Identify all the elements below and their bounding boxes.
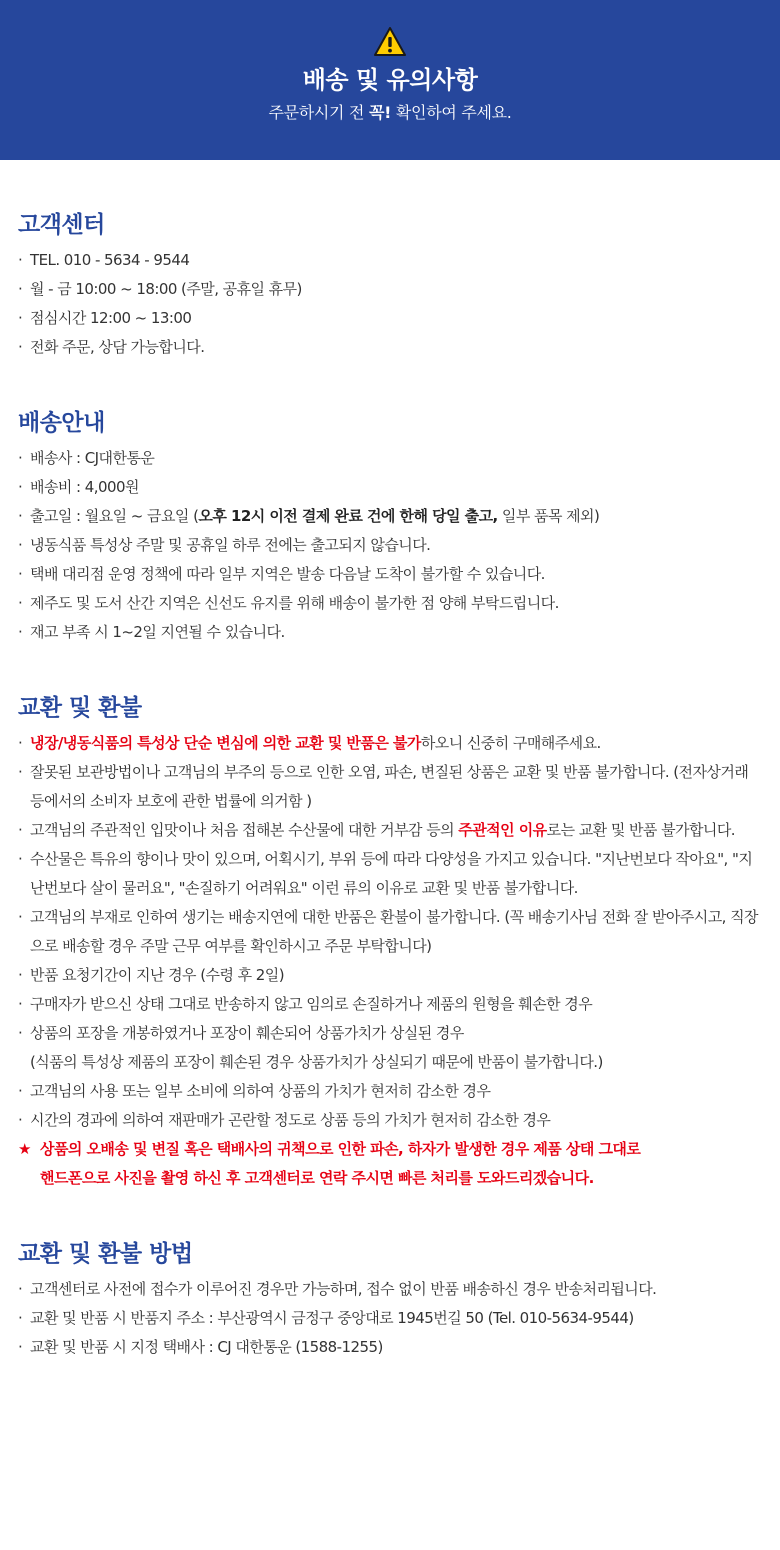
list-item: · 교환 및 반품 시 지정 택배사 : CJ 대한통운 (1588-1255) <box>18 1333 762 1362</box>
list-item: · 월 - 금 10:00 ~ 18:00 (주말, 공휴일 휴무) <box>18 275 762 304</box>
list-item: · 제주도 및 도서 산간 지역은 신선도 유지를 위해 배송이 불가한 점 양해 부탁드립니다. <box>18 589 762 618</box>
method-title: 교환 및 환불 방법 <box>18 1240 193 1267</box>
method-section <box>18 1239 762 1362</box>
list-item: · 배송비 : 4,000원 <box>18 473 762 502</box>
shipping-title: 배송안내 <box>18 409 105 436</box>
refund-title: 교환 및 환불 <box>18 694 142 721</box>
list-item: · 반품 요청기간이 지난 경우 (수령 후 2일) <box>18 961 762 990</box>
customer-center-title: 고객센터 <box>18 211 105 238</box>
list-item: · 시간의 경과에 의하여 재판매가 곤란할 정도로 상품 등의 가치가 현저히 감소한 경우 <box>18 1106 762 1135</box>
page-title: 배송 및 유의사항 <box>302 66 478 94</box>
method-list <box>18 1275 762 1362</box>
list-item: · 냉동식품 특성상 주말 및 공휴일 하루 전에는 출고되지 않습니다. <box>18 531 762 560</box>
warning-icon <box>373 26 407 58</box>
list-item: · 냉장/냉동식품의 특성상 단순 변심에 의한 교환 및 반품은 불가하오니 신중히 구매해주세요. <box>18 729 762 758</box>
refund-list <box>18 729 762 1193</box>
list-item: · 택배 대리점 운영 정책에 따라 일부 지역은 발송 다음날 도착이 불가할 수 있습니다. <box>18 560 762 589</box>
list-item: · 고객님의 주관적인 입맛이나 처음 접해본 수산물에 대한 거부감 등의 주관적인 이유로는 교환 및 반품 불가합니다. <box>18 816 762 845</box>
star-notice: ★ 상품의 오배송 및 변질 혹은 택배사의 귀책으로 인한 파손, 하자가 발생한 경우 제품 상태 그대로 핸드폰으로 사진을 촬영 하신 후 고객센터로 연락 주시면 빠른 처리를 도와드리겠습니다. <box>18 1135 762 1193</box>
customer-center-section <box>18 210 762 362</box>
list-item: · 구매자가 받으신 상태 그대로 반송하지 않고 임의로 손질하거나 제품의 원형을 훼손한 경우 <box>18 990 762 1019</box>
notice-header <box>0 0 780 160</box>
refund-section <box>18 693 762 1193</box>
list-item: · TEL. 010 - 5634 - 9544 <box>18 246 762 275</box>
list-item: · 전화 주문, 상담 가능합니다. <box>18 333 762 362</box>
list-item: · 수산물은 특유의 향이나 맛이 있으며, 어획시기, 부위 등에 따라 다양성을 가지고 있습니다. "지난번보다 작아요", "지난번보다 살이 물러요", "손질하기 어려워요" 이런 류의 이유로 교환 및 반품 불가합니다. <box>18 845 762 903</box>
shipping-section <box>18 408 762 647</box>
list-item: · 잘못된 보관방법이나 고객님의 부주의 등으로 인한 오염, 파손, 변질된 상품은 교환 및 반품 불가합니다. (전자상거래 등에서의 소비자 보호에 관한 법률에 의거함 ) <box>18 758 762 816</box>
list-item: · 배송사 : CJ대한통운 <box>18 444 762 473</box>
list-item: · 고객님의 사용 또는 일부 소비에 의하여 상품의 가치가 현저히 감소한 경우 <box>18 1077 762 1106</box>
shipping-list <box>18 444 762 647</box>
customer-center-list <box>18 246 762 362</box>
list-item: · 고객님의 부재로 인하여 생기는 배송지연에 대한 반품은 환불이 불가합니다. (꼭 배송기사님 전화 잘 받아주시고, 직장으로 배송할 경우 주말 근무 여부를 확인하시고 주문 부탁합니다) <box>18 903 762 961</box>
list-item: · 상품의 포장을 개봉하였거나 포장이 훼손되어 상품가치가 상실된 경우 (식품의 특성상 제품의 포장이 훼손된 경우 상품가치가 상실되기 때문에 반품이 불가합니다.) <box>18 1019 762 1077</box>
list-item: · 교환 및 반품 시 반품지 주소 : 부산광역시 금정구 중앙대로 1945번길 50 (Tel. 010-5634-9544) <box>18 1304 762 1333</box>
list-item: · 점심시간 12:00 ~ 13:00 <box>18 304 762 333</box>
list-item: · 출고일 : 월요일 ~ 금요일 (오후 12시 이전 결제 완료 건에 한해 당일 출고, 일부 품목 제외) <box>18 502 762 531</box>
list-item: · 재고 부족 시 1~2일 지연될 수 있습니다. <box>18 618 762 647</box>
page-subtitle: 주문하시기 전 꼭! 확인하여 주세요. <box>268 103 512 122</box>
list-item: · 고객센터로 사전에 접수가 이루어진 경우만 가능하며, 접수 없이 반품 배송하신 경우 반송처리됩니다. <box>18 1275 762 1304</box>
